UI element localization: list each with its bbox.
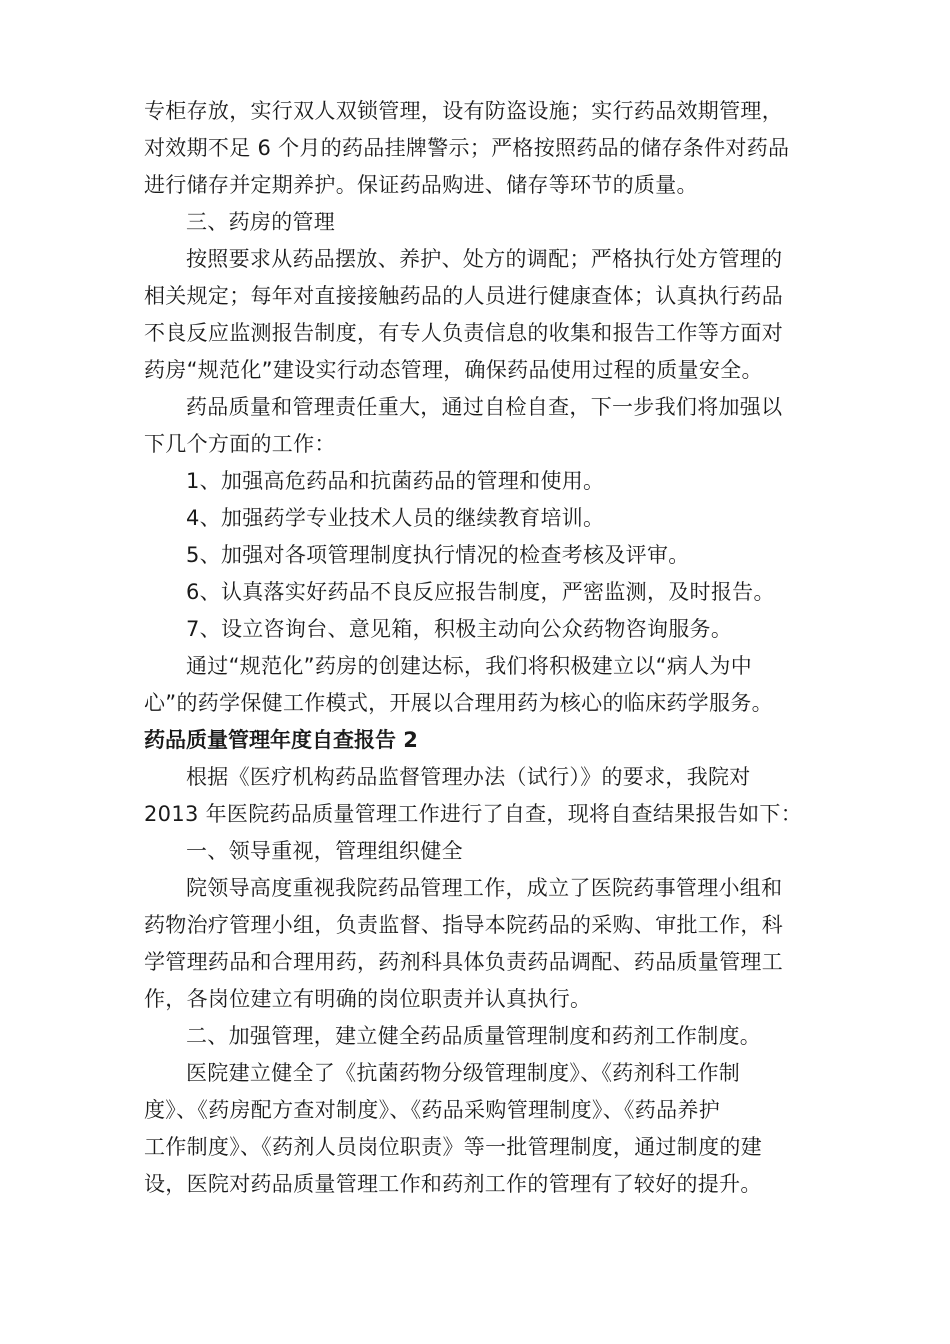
list-item: 6、认真落实好药品不良反应报告制度，严密监测，及时报告。 bbox=[186, 580, 775, 604]
paragraph-line: 医院建立健全了《抗菌药物分级管理制度》、《药剂科工作制 bbox=[186, 1061, 741, 1085]
paragraph-line: 根据《医疗机构药品监督管理办法（试行）》的要求，我院对 bbox=[186, 765, 751, 789]
list-item: 7、设立咨询台、意见箱，积极主动向公众药物咨询服务。 bbox=[186, 617, 733, 641]
paragraph-line: 相关规定；每年对直接接触药品的人员进行健康查体；认真执行药品 bbox=[144, 284, 783, 308]
paragraph-line: 工作制度》、《药剂人员岗位职责》等一批管理制度，通过制度的建 bbox=[144, 1135, 762, 1159]
section-heading: 二、加强管理，建立健全药品质量管理制度和药剂工作制度。 bbox=[186, 1024, 762, 1048]
report-title: 药品质量管理年度自查报告 2 bbox=[144, 728, 418, 752]
document-page bbox=[144, 93, 812, 1203]
paragraph-line: 通过“规范化”药房的创建达标，我们将积极建立以“病人为中 bbox=[186, 654, 753, 678]
paragraph-line: 设，医院对药品质量管理工作和药剂工作的管理有了较好的提升。 bbox=[144, 1172, 762, 1196]
paragraph-line: 不良反应监测报告制度，有专人负责信息的收集和报告工作等方面对 bbox=[144, 321, 783, 345]
paragraph-line: 心”的药学保健工作模式，开展以合理用药为核心的临床药学服务。 bbox=[144, 691, 773, 715]
paragraph-line: 下几个方面的工作： bbox=[144, 432, 336, 456]
paragraph-line: 作，各岗位建立有明确的岗位职责并认真执行。 bbox=[144, 987, 592, 1011]
list-item: 5、加强对各项管理制度执行情况的检查考核及评审。 bbox=[186, 543, 690, 567]
section-heading: 一、领导重视，管理组织健全 bbox=[186, 839, 463, 863]
paragraph-line: 进行储存并定期养护。保证药品购进、储存等环节的质量。 bbox=[144, 173, 698, 197]
list-item: 1、加强高危药品和抗菌药品的管理和使用。 bbox=[186, 469, 605, 493]
paragraph-line: 院领导高度重视我院药品管理工作，成立了医院药事管理小组和 bbox=[186, 876, 783, 900]
section-heading: 三、药房的管理 bbox=[186, 210, 336, 234]
paragraph-line: 按照要求从药品摆放、养护、处方的调配；严格执行处方管理的 bbox=[186, 247, 783, 271]
paragraph-line: 2013 年医院药品质量管理工作进行了自查，现将自查结果报告如下： bbox=[144, 802, 803, 826]
paragraph-line: 专柜存放，实行双人双锁管理，设有防盗设施；实行药品效期管理， bbox=[144, 99, 783, 123]
paragraph-line: 药房“规范化”建设实行动态管理，确保药品使用过程的质量安全。 bbox=[144, 358, 763, 382]
paragraph-line: 度》、《药房配方查对制度》、《药品采购管理制度》、《药品养护 bbox=[144, 1098, 720, 1122]
paragraph-line: 学管理药品和合理用药，药剂科具体负责药品调配、药品质量管理工 bbox=[144, 950, 783, 974]
paragraph-line: 对效期不足 6 个月的药品挂牌警示；严格按照药品的储存条件对药品 bbox=[144, 136, 790, 160]
paragraph-line: 药品质量和管理责任重大，通过自检自查，下一步我们将加强以 bbox=[186, 395, 783, 419]
paragraph-line: 药物治疗管理小组，负责监督、指导本院药品的采购、审批工作，科 bbox=[144, 913, 783, 937]
list-item: 4、加强药学专业技术人员的继续教育培训。 bbox=[186, 506, 605, 530]
